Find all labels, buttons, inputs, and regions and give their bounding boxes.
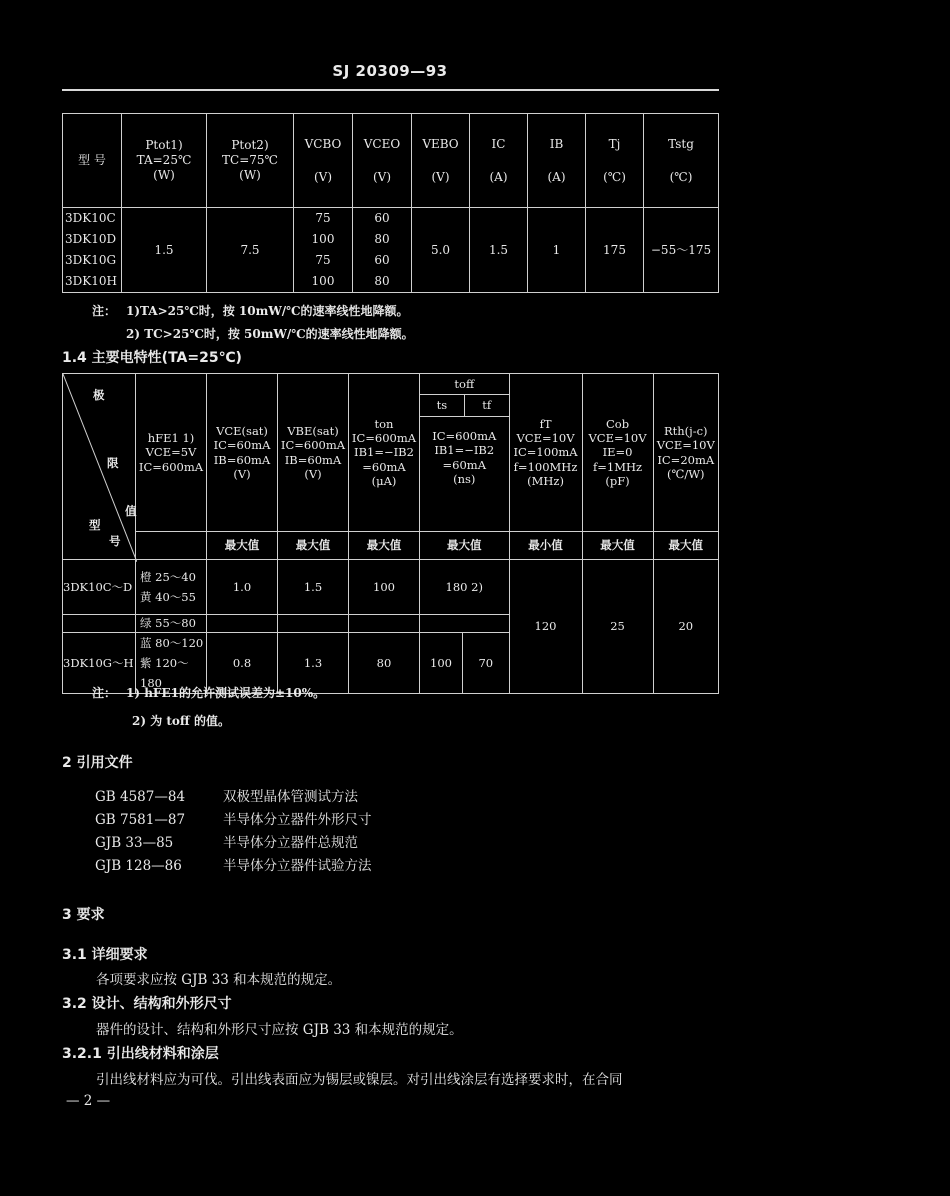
th-tf: tf <box>482 398 492 413</box>
page-number: — 2 — <box>66 1093 111 1109</box>
ib-value: 1 <box>528 208 586 293</box>
th-tj: Tj (℃) <box>586 114 644 208</box>
th-hfe: hFE1 1) VCE=5V IC=600mA <box>136 374 207 532</box>
r1-vcesat: 1.0 <box>207 560 278 615</box>
th-vcbo: VCBO (V) <box>294 114 353 208</box>
th-vceo: VCEO (V) <box>353 114 412 208</box>
th-model: 型 号 <box>63 114 122 208</box>
vceo-values: 60 80 60 80 <box>353 208 412 293</box>
corner-label-hao: 号 <box>109 534 121 548</box>
r2-tf: 70 <box>463 633 510 694</box>
grade-green: 绿 55～80 <box>136 615 207 633</box>
vebo-value: 5.0 <box>412 208 470 293</box>
reference-item: GJB 33—85 半导体分立器件总规范 <box>95 834 358 851</box>
notes1-item1: 1)TA>25℃时，按 10mW/℃的速率线性地降额。 <box>126 304 409 318</box>
r1-vbesat: 1.5 <box>278 560 349 615</box>
corner-label-xing: 型 <box>89 518 101 532</box>
th-rth: Rth(j-c) VCE=10V IC=20mA (℃/W) <box>653 374 718 532</box>
section-3-2-1-text: 引出线材料应为可伐。引出线表面应为锡层或镍层。对引出线涂层有选择要求时，在合同 <box>96 1072 623 1088</box>
r2-vcesat: 0.8 <box>207 633 278 694</box>
tj-value: 175 <box>586 208 644 293</box>
rth-value: 20 <box>653 560 718 694</box>
ft-value: 120 <box>509 560 582 694</box>
limit-vcesat: 最大值 <box>207 532 278 560</box>
ic-value: 1.5 <box>470 208 528 293</box>
grades-row-2: 蓝 80～120 紫 120～180 <box>136 633 207 694</box>
corner-cell <box>63 374 136 560</box>
ptot2-value: 7.5 <box>207 208 294 293</box>
th-vebo: VEBO (V) <box>412 114 470 208</box>
sep-cell-2 <box>278 615 349 633</box>
th-ptot2: Ptot2) TC=75℃ (W) <box>207 114 294 208</box>
limit-toff: 最大值 <box>420 532 510 560</box>
th-ton: ton IC=600mA IB1=−IB2 =60mA (μA) <box>349 374 420 532</box>
header-rule <box>62 89 719 91</box>
th-cob: Cob VCE=10V IE=0 f=1MHz (pF) <box>582 374 653 532</box>
section-3-2-title: 3.2 设计、结构和外形尺寸 <box>62 996 232 1012</box>
model-list: 3DK10C 3DK10D 3DK10G 3DK10H <box>63 208 122 293</box>
sep-cell-1 <box>207 615 278 633</box>
r2-ton: 80 <box>349 633 420 694</box>
reference-item: GB 7581—87 半导体分立器件外形尺寸 <box>95 811 372 828</box>
section-3-2-text: 器件的设计、结构和外形尺寸应按 GJB 33 和本规范的规定。 <box>96 1022 463 1038</box>
corner-label-ji: 极 <box>93 388 105 402</box>
section-1-4-title: 1.4 主要电特性(TA=25℃) <box>62 350 242 366</box>
th-toff: toff ts tf IC=600mA IB1=−IB2 =60mA (ns) <box>420 374 510 532</box>
r1-toff: 180 2) <box>420 560 510 615</box>
sep-cell-3 <box>349 615 420 633</box>
r1-ton: 100 <box>349 560 420 615</box>
section-3-1-title: 3.1 详细要求 <box>62 947 148 963</box>
limit-vbesat: 最大值 <box>278 532 349 560</box>
ptot1-value: 1.5 <box>122 208 207 293</box>
notes2-label: 注： <box>92 686 117 700</box>
th-ptot1: Ptot1) TA=25℃ (W) <box>122 114 207 208</box>
model-row-1: 3DK10C～D <box>63 560 136 615</box>
limit-ft: 最小值 <box>509 532 582 560</box>
vcbo-values: 75 100 75 100 <box>294 208 353 293</box>
reference-item: GB 4587—84 双极型晶体管测试方法 <box>95 789 358 805</box>
r2-ts: 100 <box>420 633 463 694</box>
notes2-item2: 2) 为 toff 的值。 <box>132 714 230 728</box>
notes2-item1: 1) hFE1的允许测试误差为±10%。 <box>126 686 326 700</box>
th-ft: fT VCE=10V IC=100mA f=100MHz (MHz) <box>509 374 582 532</box>
model-row-sep <box>63 615 136 633</box>
th-ic: IC (A) <box>470 114 528 208</box>
section-3-title: 3 要求 <box>62 907 105 923</box>
reference-item: GJB 128—86 半导体分立器件试验方法 <box>95 857 372 874</box>
section-2-title: 2 引用文件 <box>62 755 133 771</box>
cob-value: 25 <box>582 560 653 694</box>
th-ts: ts <box>420 395 465 415</box>
th-ib: IB (A) <box>528 114 586 208</box>
r2-vbesat: 1.3 <box>278 633 349 694</box>
sep-cell-4 <box>420 615 510 633</box>
limit-ton: 最大值 <box>349 532 420 560</box>
grades-row-1: 橙 25～40 黄 40～55 <box>136 560 207 615</box>
model-row-2: 3DK10G～H <box>63 633 136 694</box>
section-3-2-1-title: 3.2.1 引出线材料和涂层 <box>62 1046 219 1062</box>
electrical-table <box>62 373 719 694</box>
notes1-label: 注： <box>92 304 117 318</box>
th-vbesat: VBE(sat) IC=600mA IB=60mA (V) <box>278 374 349 532</box>
notes1-item2: 2) TC>25℃时，按 50mW/℃的速率线性地降额。 <box>126 327 414 341</box>
limit-rth: 最大值 <box>653 532 718 560</box>
th-tstg: Tstg (℃) <box>644 114 719 208</box>
document-code: SJ 20309—93 <box>332 62 448 80</box>
limit-cob: 最大值 <box>582 532 653 560</box>
tstg-value: −55～175 <box>644 208 719 293</box>
reference-list <box>95 786 372 878</box>
corner-label-xian: 限 <box>107 456 119 470</box>
corner-label-zhi: 值 <box>125 504 137 518</box>
section-3-1-text: 各项要求应按 GJB 33 和本规范的规定。 <box>96 972 342 988</box>
ratings-table <box>62 113 719 293</box>
th-vcesat: VCE(sat) IC=60mA IB=60mA (V) <box>207 374 278 532</box>
limit-hfe <box>136 532 207 560</box>
